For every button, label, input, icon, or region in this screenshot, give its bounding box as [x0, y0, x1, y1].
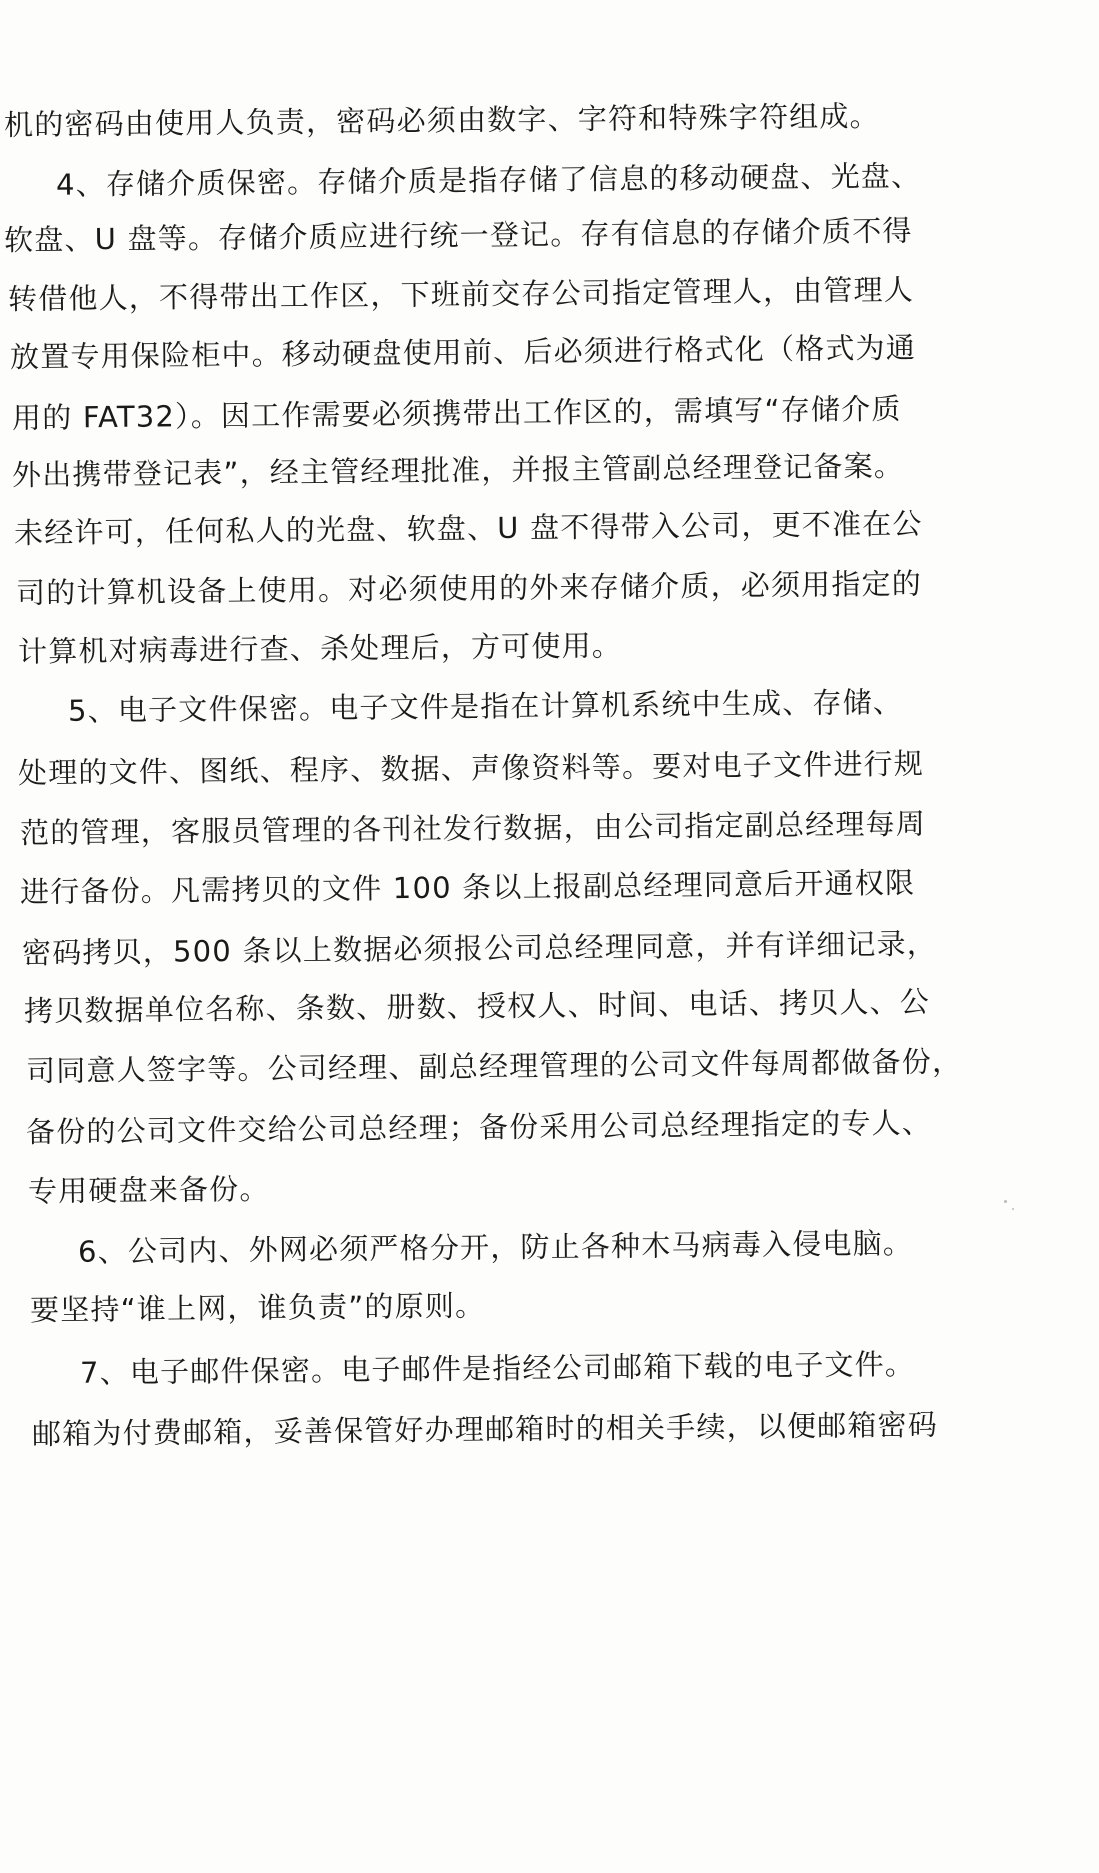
text-line: 专用硬盘来备份。 — [27, 1171, 270, 1209]
text-line: 转借他人，不得带出工作区，下班前交存公司指定管理人，由管理人 — [7, 272, 915, 317]
text-line: 密码拷贝，500 条以上数据必须报公司总经理同意，并有详细记录， — [21, 926, 938, 971]
text-line: 司的计算机设备上使用。对必须使用的外来存储介质，必须用指定的 — [15, 566, 923, 611]
text-line: 范的管理，客服员管理的各刊社发行数据，由公司指定副总经理每周 — [19, 806, 927, 851]
text-line: 放置专用保险柜中。移动硬盘使用前、后必须进行格式化（格式为通 — [9, 330, 917, 375]
text-line: 备份的公司文件交给公司总经理；备份采用公司总经理指定的专人、 — [25, 1105, 933, 1150]
text-line: 5、电子文件保密。电子文件是指在计算机系统中生成、存储、 — [67, 685, 904, 728]
text-line: 邮箱为付费邮箱，妥善保管好办理邮箱时的相关手续，以便邮箱密码 — [31, 1407, 939, 1452]
text-line: 用的 FAT32）。因工作需要必须携带出工作区的，需填写“存储介质 — [11, 391, 902, 436]
text-line: 软盘、U 盘等。存储介质应进行统一登记。存有信息的存储介质不得 — [3, 213, 913, 258]
text-line: 要坚持“谁上网，谁负责”的原则。 — [29, 1288, 486, 1328]
text-line: 处理的文件、图纸、程序、数据、声像资料等。要对电子文件进行规 — [17, 746, 925, 791]
text-line: 6、公司内、外网必须严格分开，防止各种木马病毒入侵电脑。 — [77, 1226, 914, 1269]
scan-speck — [1004, 1200, 1007, 1203]
text-line: 司同意人签字等。公司经理、副总经理管理的公司文件每周都做备份， — [25, 1044, 963, 1089]
scan-speck — [1012, 1208, 1014, 1210]
text-line: 4、存储介质保密。存储介质是指存储了信息的移动硬盘、光盘、 — [55, 158, 922, 202]
text-line: 机的密码由使用人负责，密码必须由数字、字符和特殊字符组成。 — [3, 98, 880, 142]
text-line: 未经许可，任何私人的光盘、软盘、U 盘不得带入公司，更不准在公 — [13, 506, 923, 551]
text-line: 7、电子邮件保密。电子邮件是指经公司邮箱下载的电子文件。 — [79, 1347, 916, 1390]
text-line: 计算机对病毒进行查、杀处理后，方可使用。 — [17, 628, 623, 669]
text-line: 进行备份。凡需拷贝的文件 100 条以上报副总经理同意后开通权限 — [19, 865, 916, 910]
text-line: 拷贝数据单位名称、条数、册数、授权人、时间、电话、拷贝人、公 — [23, 984, 931, 1029]
text-line: 外出携带登记表”，经主管经理批准，并报主管副总经理登记备案。 — [11, 448, 905, 493]
